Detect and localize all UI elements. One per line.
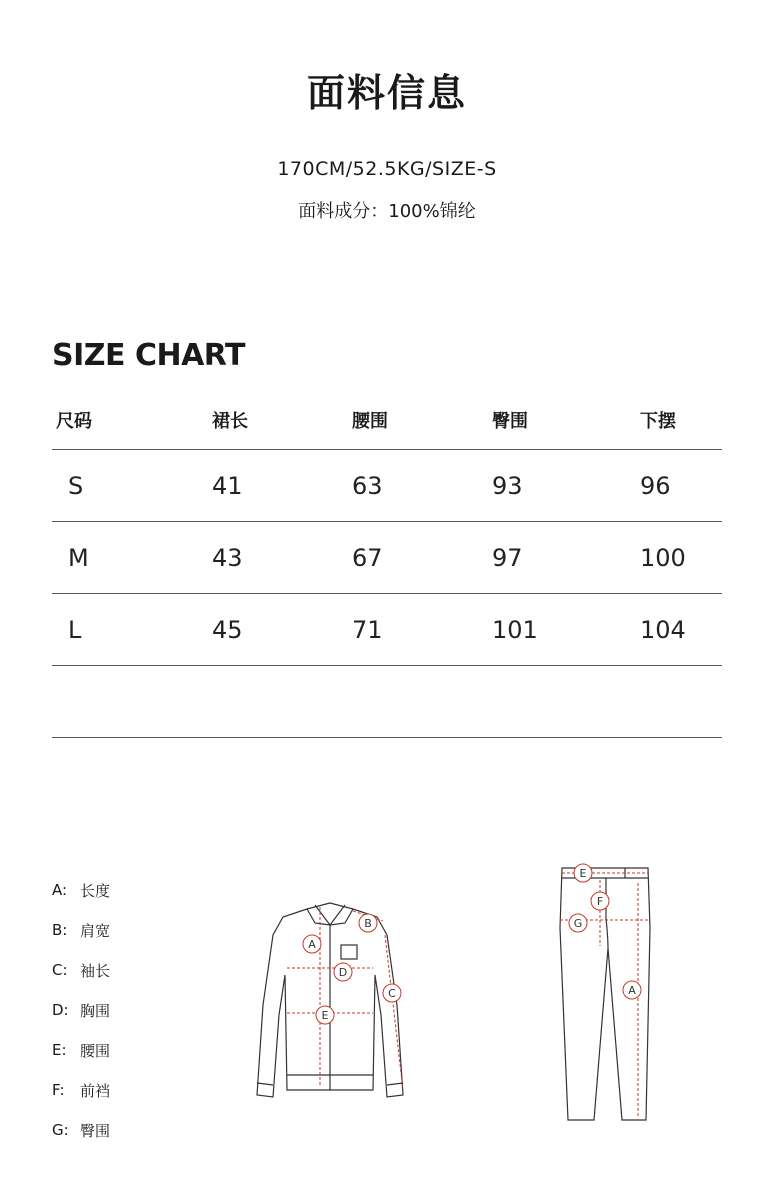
- hem-cell: 96: [640, 472, 671, 500]
- size-cell: L: [68, 616, 82, 644]
- hip-cell: 97: [492, 544, 523, 572]
- shirt-outline: [257, 903, 403, 1097]
- length-cell: 41: [212, 472, 243, 500]
- col-header-size: 尺码: [56, 411, 92, 432]
- legend-item: G: 臀围: [52, 1121, 111, 1140]
- pants-diagram: [550, 858, 665, 1128]
- waist-cell: 71: [352, 616, 383, 644]
- table-row-empty: [52, 666, 722, 738]
- page-title: 面料信息: [306, 71, 467, 115]
- shirt-marker-label: E: [321, 1009, 329, 1022]
- pants-marker-label: F: [596, 895, 604, 908]
- table-divider: [52, 737, 722, 739]
- shirt-marker-label: B: [364, 917, 372, 930]
- measurement-legend: [52, 870, 110, 1150]
- hem-cell: 100: [640, 544, 686, 572]
- size-cell: M: [68, 544, 89, 572]
- shirt-markers: [303, 914, 401, 1024]
- table-row: [52, 522, 722, 594]
- length-cell: 45: [212, 616, 243, 644]
- legend-item: E: 腰围: [52, 1041, 111, 1060]
- shirt-diagram: [245, 895, 415, 1110]
- legend-item: C: 袖长: [52, 961, 111, 980]
- table-row: [52, 450, 722, 522]
- model-spec: 170CM/52.5KG/SIZE-S: [277, 158, 497, 180]
- shirt-marker-label: D: [338, 966, 348, 979]
- hip-cell: 101: [492, 616, 538, 644]
- waist-cell: 67: [352, 544, 383, 572]
- size-chart-heading: SIZE CHART: [52, 338, 246, 373]
- pants-marker-label: G: [573, 917, 583, 930]
- shirt-marker-label: A: [308, 938, 316, 951]
- hem-cell: 104: [640, 616, 686, 644]
- legend-item: D: 胸围: [52, 1001, 111, 1020]
- legend-item: B: 肩宽: [52, 921, 111, 940]
- table-row: [52, 594, 722, 666]
- col-header-waist: 腰围: [352, 411, 388, 432]
- pants-marker-label: E: [579, 867, 587, 880]
- table-header-row: [52, 395, 722, 450]
- legend-item: A: 长度: [52, 881, 111, 900]
- col-header-length: 裙长: [212, 411, 248, 432]
- legend-item: F: 前裆: [52, 1081, 111, 1100]
- pants-marker-label: A: [628, 984, 636, 997]
- fabric-composition: 面料成分：100%锦纶: [298, 201, 476, 222]
- size-cell: S: [68, 472, 84, 500]
- col-header-hip: 臀围: [492, 411, 528, 432]
- size-table: [52, 395, 722, 738]
- hip-cell: 93: [492, 472, 523, 500]
- length-cell: 43: [212, 544, 243, 572]
- waist-cell: 63: [352, 472, 383, 500]
- col-header-hem: 下摆: [640, 411, 676, 432]
- shirt-marker-label: C: [388, 987, 396, 1000]
